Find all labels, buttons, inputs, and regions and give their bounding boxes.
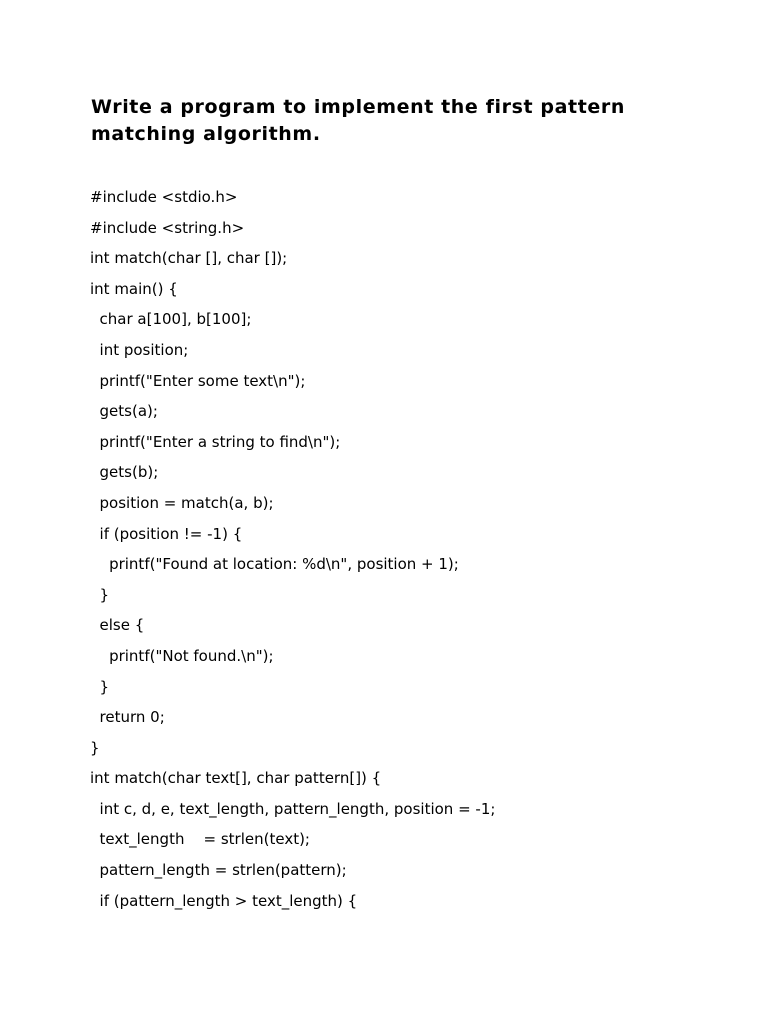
code-line: int main() { <box>90 279 178 298</box>
code-line: text_length = strlen(text); <box>90 830 310 849</box>
code-line: gets(a); <box>90 402 158 421</box>
code-line: gets(b); <box>90 463 159 482</box>
code-line: printf("Not found.\n"); <box>90 646 274 665</box>
title-line-1: Write a program to implement the first pattern <box>91 96 625 118</box>
code-line: } <box>90 738 100 757</box>
code-line: #include <stdio.h> <box>90 188 238 206</box>
code-line: int match(char text[], char pattern[]) { <box>90 769 382 788</box>
code-line: position = match(a, b); <box>90 493 274 512</box>
code-line: int match(char [], char []); <box>90 249 288 268</box>
code-line: pattern_length = strlen(pattern); <box>90 861 347 880</box>
code-line: if (pattern_length > text_length) { <box>90 891 358 910</box>
code-line: printf("Enter some text\n"); <box>90 371 306 390</box>
code-line: int c, d, e, text_length, pattern_length, position = -1; <box>90 799 496 818</box>
code-line: } <box>90 585 110 604</box>
code-line: if (position != -1) { <box>90 524 243 543</box>
document-title <box>91 94 691 148</box>
title-line-2: matching algorithm. <box>91 123 321 145</box>
code-line: printf("Found at location: %d\n", position + 1); <box>90 555 459 574</box>
code-line: return 0; <box>90 708 165 727</box>
code-line: char a[100], b[100]; <box>90 310 252 329</box>
code-listing <box>90 182 730 916</box>
code-line: int position; <box>90 340 189 359</box>
code-line: #include <string.h> <box>90 218 245 237</box>
code-line: else { <box>90 616 145 635</box>
code-line: } <box>90 677 110 696</box>
code-line: printf("Enter a string to find\n"); <box>90 432 341 451</box>
